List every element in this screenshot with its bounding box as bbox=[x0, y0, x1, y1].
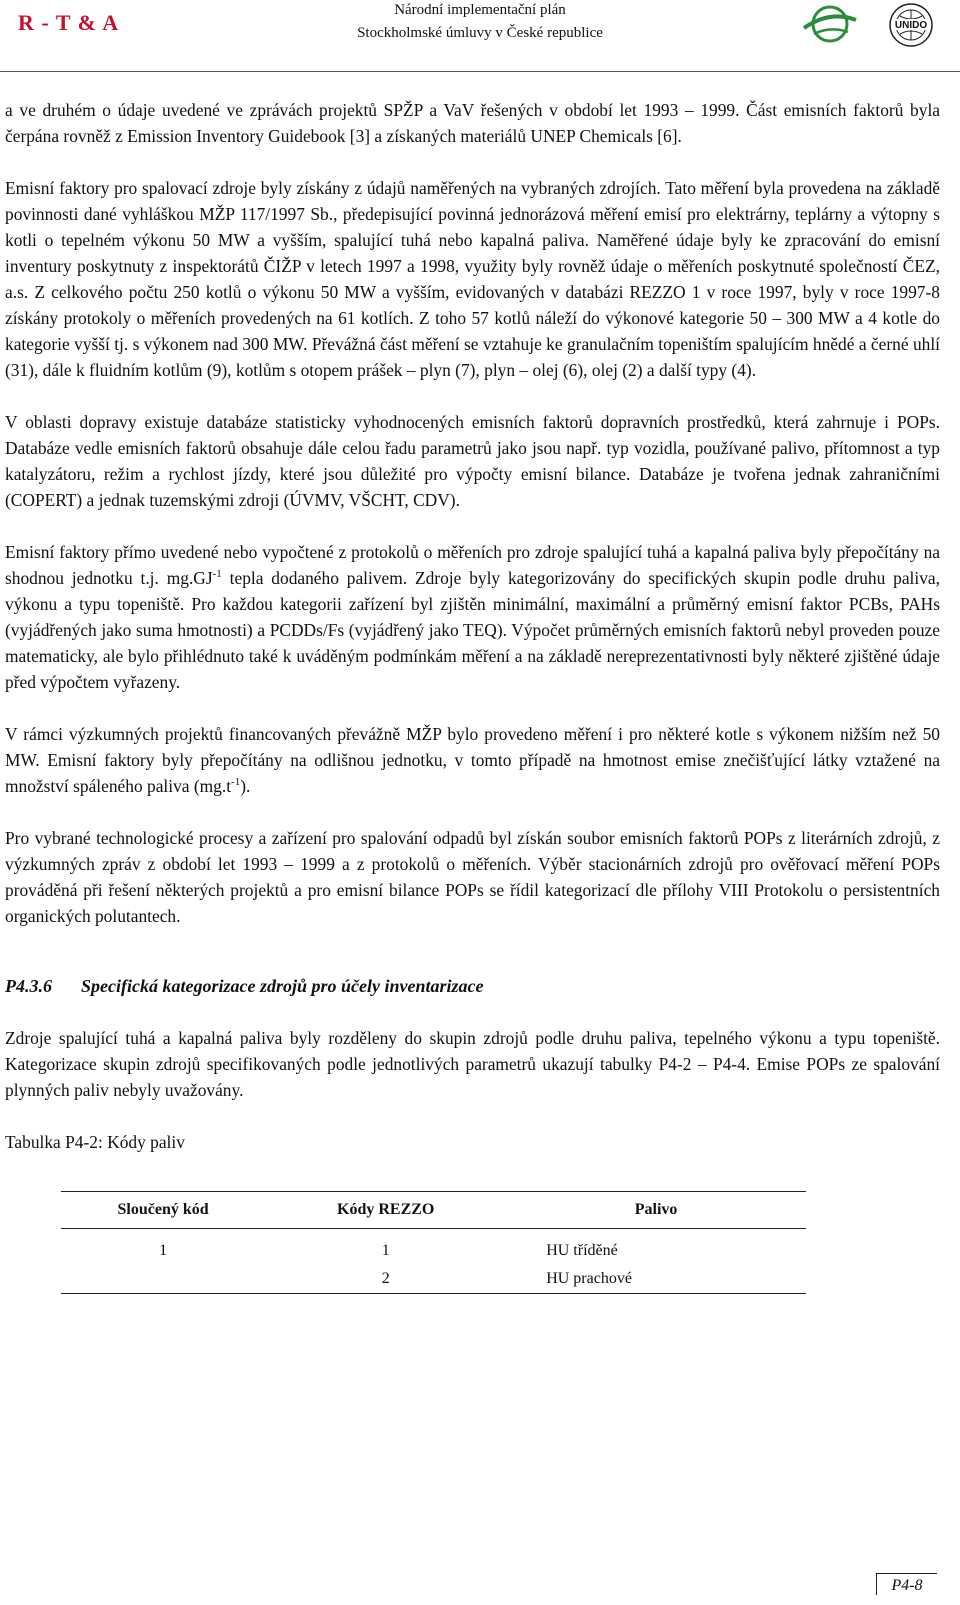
column-header: Palivo bbox=[506, 1192, 806, 1229]
header-divider bbox=[0, 71, 960, 72]
section-number: P4.3.6 bbox=[5, 976, 52, 996]
header-title-line2: Stockholmské úmluvy v České republice bbox=[357, 25, 603, 41]
paragraph-1: a ve druhém o údaje uvedené ve zprávách projektů SPŽP a VaV řešených v období let 1993 – 1999. Část emisních faktorů byla čerpána rovněž z Emission Inventory Guidebook [3] a získaných materiálů UNEP Chemicals [6]. bbox=[5, 100, 940, 146]
column-header: Kódy REZZO bbox=[265, 1192, 506, 1229]
table-caption: Tabulka P4-2: Kódy paliv bbox=[5, 1132, 185, 1152]
table-row bbox=[61, 1265, 806, 1294]
header-title-line1: Národní implementační plán bbox=[394, 2, 566, 18]
superscript: -1 bbox=[212, 568, 222, 581]
column-header: Sloučený kód bbox=[61, 1192, 265, 1229]
superscript: -1 bbox=[231, 776, 241, 789]
document-body bbox=[5, 97, 940, 1294]
paragraph-4-text-b: tepla dodaného palivem. Zdroje byly kategorizovány do specifických skupin podle druhu paliva, výkonu a typu topeniště. Pro každou kategorii zařízení byl zjištěn minimální, maximální a průměrný emisní faktor PCBs, PAHs (vyjádřených jako suma hmotnosti) a PCDDs/Fs (vyjádřený jako TEQ). Výpočet průměrných emisních faktorů nebyl proveden pouze matematicky, ale bylo přihlédnuto také k uváděným podmínkám měření a na základě nereprezentativnosti byly některé zjištěné údaje před výpočtem vyřazeny. bbox=[5, 568, 940, 692]
table-cell: 2 bbox=[265, 1265, 506, 1294]
unido-label: UNIDO bbox=[894, 20, 928, 31]
table-cell: 1 bbox=[159, 1242, 168, 1259]
table-header-row bbox=[61, 1192, 806, 1229]
paragraph-5-text-a: V rámci výzkumných projektů financovaných převážně MŽP bylo provedeno měření i pro některé kotle s výkonem nižším než 50 MW. Emisní faktory byly přepočítány na odlišnou jednotku, v tomto případě na hmotnost emise znečišťující látky vztažené na množství spáleného paliva (mg.t bbox=[5, 724, 940, 796]
fuel-codes-table bbox=[61, 1191, 806, 1294]
table-cell: 1 bbox=[381, 1242, 390, 1259]
paragraph-2: Emisní faktory pro spalovací zdroje byly získány z údajů naměřených na vybraných zdrojích. Tato měření byla provedena na základě povinnosti dané vyhláškou MŽP 117/1997 Sb., předepisující povinná jednorázová měření emisí pro elektrárny, teplárny a výtopny s kotli o tepelném výkonu 50 MW a vyšším, spalující tuhá nebo kapalná paliva. Naměřené údaje byly ke zpracování do emisní inventury poskytnuty z inspektorátů ČIŽP v letech 1997 a 1998, využity byly rovněž údaje o měřeních poskytnuté společností ČEZ, a.s. Z celkového počtu 250 kotlů o výkonu 50 MW a vyšším, evidovaných v databázi REZZO 1 v roce 1997, byly v roce 1997-8 získány protokoly o měřeních provedených na 61 kotlích. Z toho 57 kotlů náleží do výkonové kategorie 50 – 300 MW a 4 kotle do kategorie vyšší tj. s výkonem nad 300 MW. Převážná část měření se vztahuje ke granulačním topeništím spalujícím hnědé a černé uhlí (31), dále k fluidním kotlům (9), kotlům s otopem prášek – plyn (7), plyn – olej (6), olej (2) a další typy (4). bbox=[5, 178, 940, 380]
page-header bbox=[0, 0, 960, 72]
paragraph-5-text-b: ). bbox=[240, 776, 251, 796]
paragraph-5 bbox=[5, 721, 940, 799]
table-cell: HU prachové bbox=[506, 1265, 806, 1294]
paragraph-4 bbox=[5, 539, 940, 695]
section-title: Specifická kategorizace zdrojů pro účely inventarizace bbox=[81, 976, 484, 996]
table-cell bbox=[61, 1265, 265, 1294]
globe-logo-icon bbox=[800, 4, 860, 44]
unido-logo-icon bbox=[888, 2, 934, 48]
page-number: P4-8 bbox=[876, 1573, 937, 1595]
paragraph-3: V oblasti dopravy existuje databáze statisticky vyhodnocených emisních faktorů dopravních prostředků, která zahrnuje i POPs. Databáze vedle emisních faktorů obsahuje dále celou řadu parametrů jako jsou např. typ vozidla, používané palivo, přítomnost a typ katalyzátoru, režim a rychlost jízdy, které jsou důležité pro výpočty emisní bilance. Databáze je tvořena jednak zahraničními (COPERT) a jednak tuzemskými zdroji (ÚVMV, VŠCHT, CDV). bbox=[5, 412, 940, 510]
section-heading bbox=[5, 973, 940, 999]
paragraph-6: Pro vybrané technologické procesy a zařízení pro spalování odpadů byl získán soubor emisních faktorů POPs z literárních zdrojů, z výzkumných zpráv z období let 1993 – 1999 a z protokolů o měřeních. Výběr stacionárních zdrojů pro ověřovací měření POPs prováděná při řešení některých projektů a pro emisní bilance POPs se řídil kategorizací dle přílohy VIII Protokolu o persistentních organických polutantech. bbox=[5, 828, 940, 926]
paragraph-4-text-a: Emisní faktory přímo uvedené nebo vypočtené z protokolů o měřeních pro zdroje spalující tuhá a kapalná paliva byly přepočítány na shodnou jednotku t.j. mg.GJ bbox=[5, 542, 940, 588]
rta-logo: R - T & A bbox=[18, 10, 120, 35]
table-cell: HU tříděné bbox=[546, 1242, 618, 1259]
paragraph-7: Zdroje spalující tuhá a kapalná paliva byly rozděleny do skupin zdrojů podle druhu paliva, tepelného výkonu a typu topeniště. Kategorizace skupin zdrojů specifikovaných podle jednotlivých parametrů ukazují tabulky P4-2 – P4-4. Emise POPs ze spalování plynných paliv nebyly uvažovány. bbox=[5, 1028, 940, 1100]
table-row bbox=[61, 1229, 806, 1266]
header-title bbox=[310, 0, 650, 44]
